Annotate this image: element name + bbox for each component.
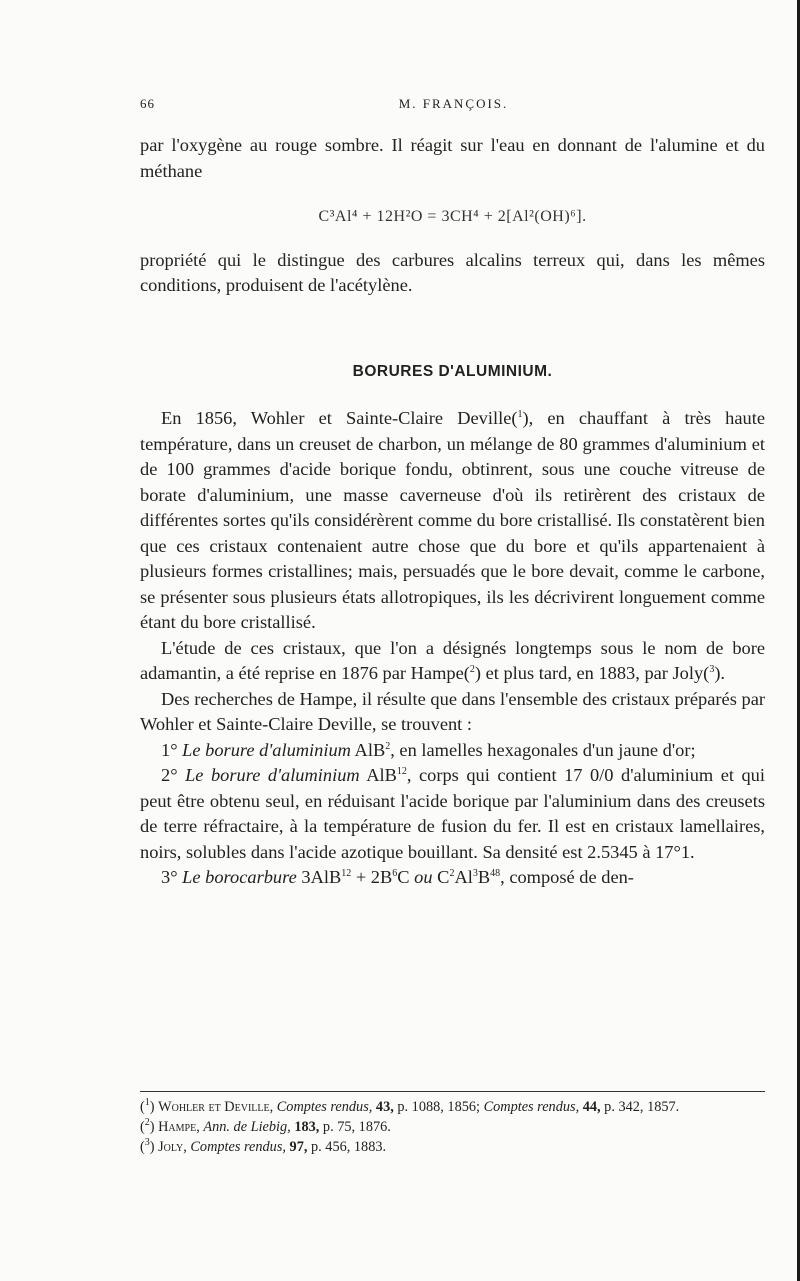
list-item-2: 2° Le borure d'aluminium AlB$^{12}$, corps qui contient 17 0/0 d'aluminium et qui peut être obtenu seul, en réduisant l'acide borique par l'aluminium dans des creusets de terre réfractaire, à la température de fusion du fer. Il est en cristaux lamellaires, noirs, solubles dans l'acide azotique bouillant. Sa densité est 2.5345 à 17°1.	[140, 765, 765, 862]
page-body	[140, 133, 765, 891]
footnotes	[140, 1097, 765, 1157]
footnote-ref[interactable]: 3	[709, 663, 715, 675]
intro-text: par l'oxygène au rouge sombre. Il réagit sur l'eau en donnant de l'alumine et du méthane	[140, 135, 765, 181]
running-title: M. FRANÇOIS.	[398, 96, 509, 111]
footnote-2: ($^2$) Hampe, Ann. de Liebig, 183, p. 75, 1876.	[140, 1117, 391, 1135]
paragraph-study: L'étude de ces cristaux, que l'on a désignés longtemps sous le nom de bore adamantin, a été reprise en 1876 par Hampe($^2$) et plus tard, en 1883, par Joly($^3$).	[140, 637, 765, 683]
list-item-1: 1° Le borure d'aluminium AlB$^2$, en lamelles hexagonales d'un jaune d'or;	[161, 739, 696, 760]
reaction-formula: C³Al⁴ + 12H²O = 3CH⁴ + 2[Al²(OH)⁶].	[318, 208, 587, 225]
paragraph-history: En 1856, Wohler et Sainte-Claire Deville($^1$), en chauffant à très haute température, dans un creuset de charbon, un mélange de 80 grammes d'aluminium et de 100 grammes d'acide borique fondu, obtinrent, sous une couche vitreuse de borate d'aluminium, une masse caverneuse d'où ils retirèrent des cristaux de différentes sortes qu'ils considérèrent comme du bore cristallisé. Ils constatèrent bien que ces cristaux contenaient autre chose que du bore et qu'ils appartenaient à plusieurs formes cristallines; mais, persuadés que le bore devait, comme le carbone, se présenter sous plusieurs états allotropiques, ils les décrivirent longuement comme étant du bore cristallisé.	[140, 408, 765, 632]
footnote-3: ($^3$) Joly, Comptes rendus, 97, p. 456, 1883.	[140, 1137, 387, 1155]
paragraph-research: Des recherches de Hampe, il résulte que dans l'ensemble des cristaux préparés par Wohler et Sainte-Claire Deville, se trouvent :	[140, 688, 765, 734]
footnote-1: ($^1$) Wohler et Deville, Comptes rendus, 43, p. 1088, 1856; Comptes rendus, 44, p. 342, 1857.	[140, 1097, 680, 1115]
footnote-ref[interactable]: 2	[469, 663, 475, 675]
section-title: BORURES D'ALUMINIUM.	[352, 362, 553, 380]
intro-continuation: propriété qui le distingue des carbures alcalins terreux qui, dans les mêmes conditions, produisent de l'acétylène.	[140, 249, 765, 295]
footnote-divider	[140, 1091, 765, 1092]
page-number: 66	[140, 96, 155, 111]
footnote-ref[interactable]: 1	[517, 408, 523, 420]
list-item-3: 3° Le borocarbure $3AlB^{12} + 2B^6C$ ou $C^2Al^3B^{48}$, composé de den-	[161, 867, 634, 887]
